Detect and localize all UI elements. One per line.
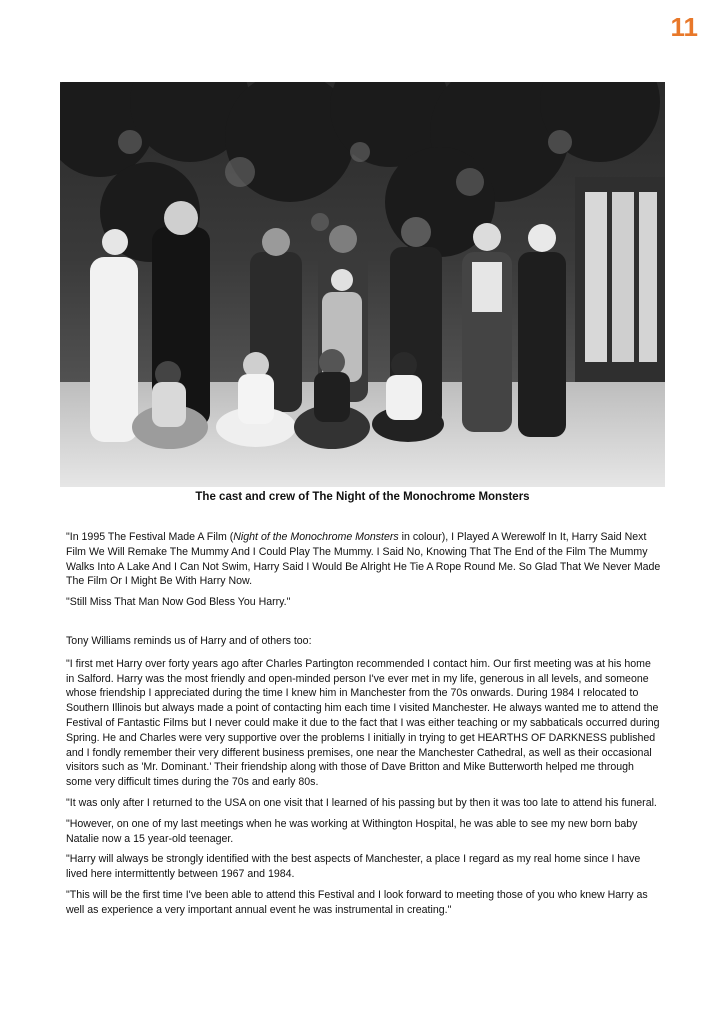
tony-paragraph: "I first met Harry over forty years ago after Charles Partington recommended I contact him. Our first meeting was at his home in Salford. Harry was the most friendly and open-minded person I've ever met in my life, generous in all levels, and someone whose friendship I appreciated during the time I knew him in Manchester from the 70s onwards. During 1984 I relocated to Southern Illinois but always made a point of contacting him each time I visited Manchester. He always wanted me to attend the Festival of Fantastic Films but I never could make it due to the fact that I was either teaching or my sabbaticals occurred during Spring. He and Charles were very supportive over the problems I initially in trying to get HEARTHS OF DARKNESS published and I fondly remember their very different business premises, one near the Manchester Cathedral, as well as their occasional visitors such as 'Mr. Dominant.' Their friendship along with those of Dave Britton and Mike Butterworth helped me through some very difficult times during the 70s and early 80s. [66, 657, 660, 789]
tony-paragraph: "However, on one of my last meetings when he was working at Withington Hospital, he was able to see my new born baby Natalie now a 15 year-old teenager. [66, 817, 638, 845]
tony-williams-section [66, 634, 661, 924]
film-title: Night of the Monochrome Monsters [233, 531, 399, 543]
quote-closing: "Still Miss That Man Now God Bless You Harry." [66, 596, 291, 609]
group-photo [60, 82, 665, 487]
page-number: 11 [670, 12, 698, 42]
tony-paragraph: "Harry will always be strongly identified with the best aspects of Manchester, a place I regard as my real home since I have lived here intermittently between 1967 and 1984. [66, 853, 641, 881]
photo-caption: The cast and crew of The Night of the Monochrome Monsters [195, 491, 530, 503]
quote-paragraph: "In 1995 The Festival Made A Film (Night of the Monochrome Monsters in colour), I Played A Werewolf In It, Harry Said Next Film We Will Remake The Mummy And I Could Play The Mummy. I Said No, Knowing That The End of the Film The Mummy Walks Into A Lake And I Can Not Swim, Harry Said I Would Be Alright He Tie A Rope Round Me. So Glad That We Never Made The Film Or I Might Be With Harry Now. [66, 531, 661, 588]
tony-paragraph: "It was only after I returned to the USA on one visit that I learned of his passing but by then it was too late to attend his funeral. [66, 796, 657, 809]
werewolf-quote [66, 530, 661, 616]
tony-intro: Tony Williams reminds us of Harry and of others too: [66, 635, 312, 647]
tony-paragraph: "This will be the first time I've been able to attend this Festival and I look forward to meeting those of you who knew Harry as well as experience a very important annual event he was instrumental in creating." [66, 888, 648, 916]
